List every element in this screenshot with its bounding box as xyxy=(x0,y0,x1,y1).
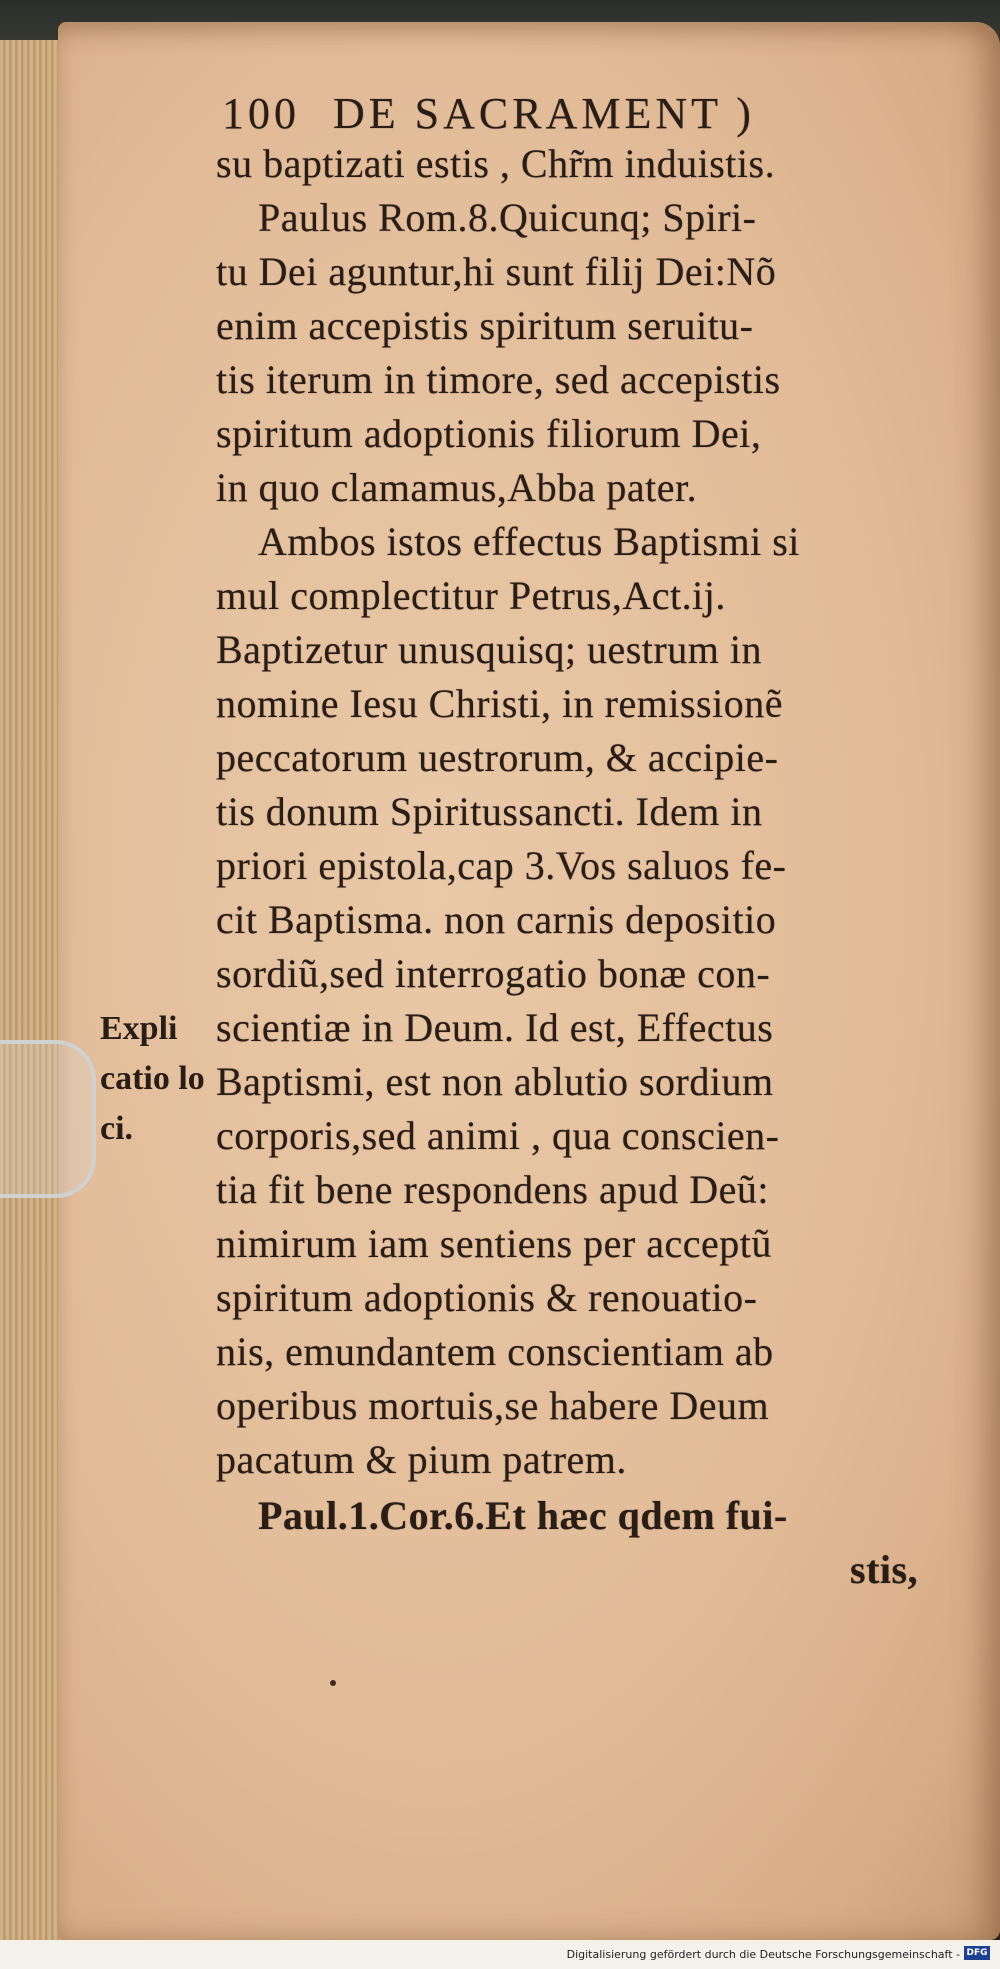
text-line-14: priori epistola,cap 3.Vos saluos fe- xyxy=(216,843,787,888)
dfg-logo-icon: DFG xyxy=(964,1946,990,1960)
running-head-title: DE SACRAMENT ) xyxy=(333,89,755,138)
marginal-note-line-1: Expli xyxy=(100,1010,178,1047)
text-line-13: tis donum Spiritussancti. Idem in xyxy=(216,789,763,834)
catchword: stis, xyxy=(850,1547,919,1592)
marginal-note-line-2: catio lo xyxy=(100,1060,205,1097)
text-line-10: Baptizetur unusquisq; uestrum in xyxy=(216,627,762,672)
text-line-21: nimirum iam sentiens per acceptũ xyxy=(216,1221,772,1266)
text-line-5: tis iterum in timore, sed accepistis xyxy=(216,357,781,402)
text-line-11: nomine Iesu Christi, in remissionẽ xyxy=(216,681,783,726)
text-line-9: mul complectitur Petrus,Act.ij. xyxy=(216,573,726,618)
text-line-1: su baptizati estis , Chr̃m induistis. xyxy=(216,141,776,186)
text-line-23: nis, emundantem conscientiam ab xyxy=(216,1329,774,1374)
funding-credit: Digitalisierung gefördert durch die Deutsche Forschungsgemeinschaft - xyxy=(566,1948,960,1961)
text-line-18: Baptismi, est non ablutio sordium xyxy=(216,1059,774,1104)
page-number: 100 xyxy=(222,89,300,138)
running-head xyxy=(222,88,755,139)
text-line-15: cit Baptisma. non carnis depositio xyxy=(216,897,777,942)
text-line-8: Ambos istos effectus Baptismi si xyxy=(258,519,800,564)
text-line-22: spiritum adoptionis & renouatio- xyxy=(216,1275,758,1320)
text-line-20: tia fit bene respondens apud Deũ: xyxy=(216,1167,770,1212)
text-line-25: pacatum & pium patrem. xyxy=(216,1437,627,1482)
marginal-note-line-3: ci. xyxy=(100,1110,134,1147)
text-line-3: tu Dei aguntur,hi sunt filij Dei:Nõ xyxy=(216,249,777,294)
text-line-4: enim accepistis spiritum seruitu- xyxy=(216,303,754,348)
text-line-12: peccatorum uestrorum, & accipie- xyxy=(216,735,779,780)
text-line-17: scientiæ in Deum. Id est, Effectus xyxy=(216,1005,774,1050)
text-line-2: Paulus Rom.8.Quicunq; Spiri- xyxy=(258,195,757,240)
ink-speck xyxy=(330,1680,336,1686)
text-line-24: operibus mortuis,se habere Deum xyxy=(216,1383,770,1428)
text-line-7: in quo clamamus,Abba pater. xyxy=(216,465,698,510)
text-line-16: sordiũ,sed interrogatio bonæ con- xyxy=(216,951,771,996)
text-line-19: corporis,sed animi , qua conscien- xyxy=(216,1113,780,1158)
text-line-6: spiritum adoptionis filiorum Dei, xyxy=(216,411,762,456)
text-line-26: Paul.1.Cor.6.Et hæc qdem fui- xyxy=(258,1493,788,1538)
